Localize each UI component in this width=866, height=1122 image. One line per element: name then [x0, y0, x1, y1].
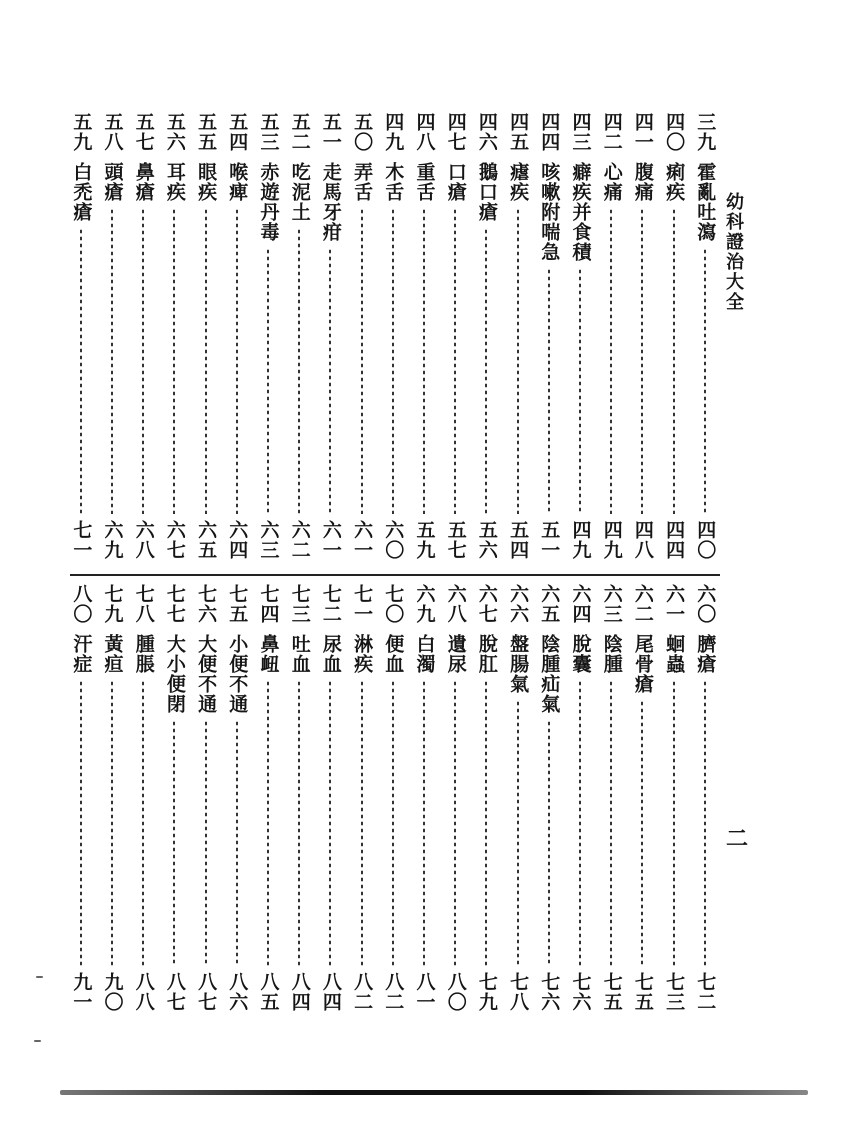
toc-entry-title: 重舌	[413, 162, 436, 202]
scan-speck	[36, 976, 43, 978]
toc-entry-number: 五五	[195, 112, 218, 152]
toc-entry	[190, 584, 222, 1012]
toc-entry-title: 遺尿	[444, 634, 467, 674]
toc-entry	[65, 112, 97, 560]
toc-entry-page: 六一	[319, 520, 342, 560]
toc-entry-page: 四九	[569, 520, 592, 560]
toc-entry-page: 八五	[257, 972, 280, 1012]
toc-entry-number: 四一	[631, 112, 654, 152]
dot-leader	[173, 208, 175, 514]
dot-leader	[142, 208, 144, 514]
toc-entry	[408, 584, 440, 1012]
toc-entry-page: 七六	[569, 972, 592, 1012]
toc-entry	[658, 584, 690, 1012]
toc-entry	[502, 112, 534, 560]
toc-entry	[221, 112, 253, 560]
toc-entry-page: 七三	[663, 972, 686, 1012]
toc-entry-title: 咳嗽附喘急	[538, 162, 561, 262]
toc-entry	[595, 112, 627, 560]
dot-leader	[361, 680, 363, 966]
dot-leader	[423, 680, 425, 966]
dot-leader	[205, 208, 207, 514]
dot-leader	[298, 228, 300, 514]
toc-entry	[595, 584, 627, 1012]
toc-entry	[221, 584, 253, 1012]
toc-entry-title: 小便不通	[226, 634, 249, 714]
toc-entry-title: 鵝口瘡	[475, 162, 498, 222]
toc-entry	[689, 584, 721, 1012]
toc-entry-title: 霍亂吐瀉	[694, 162, 717, 242]
dot-leader	[579, 680, 581, 966]
toc-entry-title: 白禿瘡	[70, 162, 93, 222]
toc-entry-title: 腹痛	[631, 162, 654, 202]
dot-leader	[361, 208, 363, 514]
toc-entry-title: 心痛	[600, 162, 623, 202]
dot-leader	[329, 248, 331, 514]
dot-leader	[704, 248, 706, 514]
toc-section-lower	[68, 584, 720, 1012]
toc-entry-number: 六六	[507, 584, 530, 624]
toc-entry-page: 七二	[694, 972, 717, 1012]
toc-entry-title: 尿血	[319, 634, 342, 674]
toc-entry-number: 五九	[70, 112, 93, 152]
page-number: 二	[726, 826, 749, 852]
toc-entry-title: 鼻衄	[257, 634, 280, 674]
toc-entry-title: 脫肛	[475, 634, 498, 674]
toc-entry-number: 四五	[507, 112, 530, 152]
dot-leader	[548, 720, 550, 966]
dot-leader	[80, 680, 82, 966]
dot-leader	[267, 680, 269, 966]
toc-entry-number: 七八	[132, 584, 155, 624]
toc-entry-title: 眼疾	[195, 162, 218, 202]
toc-entry	[314, 584, 346, 1012]
toc-entry-number: 七二	[319, 584, 342, 624]
toc-entry-title: 淋疾	[351, 634, 374, 674]
toc-entry-number: 四〇	[663, 112, 686, 152]
toc-entry-page: 八七	[195, 972, 218, 1012]
dot-leader	[80, 228, 82, 514]
toc-entry-number: 五三	[257, 112, 280, 152]
dot-leader	[641, 208, 643, 514]
toc-entry-page: 五四	[507, 520, 530, 560]
toc-entry	[439, 112, 471, 560]
toc-entry-title: 蛔蟲	[663, 634, 686, 674]
toc-entry-page: 八〇	[444, 972, 467, 1012]
toc-entry-page: 五七	[444, 520, 467, 560]
toc-section-upper	[68, 112, 720, 560]
toc-entry-number: 四七	[444, 112, 467, 152]
toc-entry	[190, 112, 222, 560]
running-head-book-title: 幼科證治大全	[723, 192, 744, 312]
toc-entry-number: 四九	[382, 112, 405, 152]
toc-entry-number: 六四	[569, 584, 592, 624]
toc-entry-page: 六一	[351, 520, 374, 560]
toc-entry-number: 七六	[195, 584, 218, 624]
toc-entry-title: 痢疾	[663, 162, 686, 202]
toc-entry-page: 四八	[631, 520, 654, 560]
toc-entry-page: 八一	[413, 972, 436, 1012]
toc-entry-number: 五〇	[351, 112, 374, 152]
toc-entry	[314, 112, 346, 560]
toc-entry-title: 喉痺	[226, 162, 249, 202]
toc-entry-page: 六三	[257, 520, 280, 560]
toc-entry-page: 六二	[288, 520, 311, 560]
toc-entry-title: 赤遊丹毒	[257, 162, 280, 242]
toc-entry	[502, 584, 534, 1012]
toc-entry-page: 八四	[319, 972, 342, 1012]
toc-entry-title: 吃泥土	[288, 162, 311, 222]
toc-entry	[65, 584, 97, 1012]
dot-leader	[641, 700, 643, 966]
toc-entry-title: 陰腫	[600, 634, 623, 674]
toc-entry-number: 七四	[257, 584, 280, 624]
toc-entry	[408, 112, 440, 560]
toc-entry	[377, 112, 409, 560]
toc-entry-page: 六五	[195, 520, 218, 560]
toc-entry-page: 四四	[663, 520, 686, 560]
toc-entry-page: 四〇	[694, 520, 717, 560]
dot-leader	[517, 700, 519, 966]
dot-leader	[111, 680, 113, 966]
toc-entry-number: 六〇	[694, 584, 717, 624]
toc-entry-title: 汗症	[70, 634, 93, 674]
toc-entry	[158, 112, 190, 560]
toc-entry	[96, 584, 128, 1012]
toc-entry-number: 六三	[600, 584, 623, 624]
toc-entry	[564, 584, 596, 1012]
bottom-rule	[60, 1090, 808, 1095]
toc-entry	[283, 584, 315, 1012]
toc-entry-page: 五九	[413, 520, 436, 560]
toc-entry-number: 四八	[413, 112, 436, 152]
dot-leader	[236, 208, 238, 514]
dot-leader	[111, 208, 113, 514]
toc-entry-number: 七一	[351, 584, 374, 624]
toc-entry-number: 四三	[569, 112, 592, 152]
dot-leader	[485, 680, 487, 966]
toc-entry-page: 四九	[600, 520, 623, 560]
dot-leader	[704, 680, 706, 966]
toc-entry-page: 九〇	[101, 972, 124, 1012]
toc-entry	[626, 112, 658, 560]
toc-entry-number: 五四	[226, 112, 249, 152]
toc-entry-title: 耳疾	[163, 162, 186, 202]
toc-entry-title: 吐血	[288, 634, 311, 674]
toc-entry-page: 六八	[132, 520, 155, 560]
toc-entry	[533, 112, 565, 560]
toc-entry-number: 七五	[226, 584, 249, 624]
dot-leader	[205, 720, 207, 966]
toc-entry-title: 大小便閉	[163, 634, 186, 714]
toc-entry-title: 木舌	[382, 162, 405, 202]
dot-leader	[454, 680, 456, 966]
toc-entry-page: 七一	[70, 520, 93, 560]
toc-entry-number: 五六	[163, 112, 186, 152]
dot-leader	[173, 720, 175, 966]
toc-entry	[533, 584, 565, 1012]
toc-entry-number: 四四	[538, 112, 561, 152]
toc-entry	[346, 584, 378, 1012]
toc-entry	[283, 112, 315, 560]
dot-leader	[423, 208, 425, 514]
toc-entry-number: 六五	[538, 584, 561, 624]
dot-leader	[142, 680, 144, 966]
toc-entry-number: 六九	[413, 584, 436, 624]
toc-entry-number: 七〇	[382, 584, 405, 624]
toc-entry-page: 七八	[507, 972, 530, 1012]
toc-entry-number: 五二	[288, 112, 311, 152]
toc-entry	[439, 584, 471, 1012]
toc-entry-page: 六七	[163, 520, 186, 560]
toc-entry-title: 便血	[382, 634, 405, 674]
section-divider	[70, 574, 720, 576]
toc-entry-page: 九一	[70, 972, 93, 1012]
toc-entry-page: 六四	[226, 520, 249, 560]
dot-leader	[673, 208, 675, 514]
toc-entry-title: 鼻瘡	[132, 162, 155, 202]
toc-entry-title: 瘧疾	[507, 162, 530, 202]
toc-entry-number: 五七	[132, 112, 155, 152]
dot-leader	[673, 680, 675, 966]
toc-entry-page: 六〇	[382, 520, 405, 560]
toc-entry-title: 脫囊	[569, 634, 592, 674]
toc-entry-page: 七六	[538, 972, 561, 1012]
dot-leader	[579, 268, 581, 514]
toc-entry-page: 五六	[475, 520, 498, 560]
toc-entry	[252, 112, 284, 560]
toc-entry-page: 六九	[101, 520, 124, 560]
dot-leader	[610, 208, 612, 514]
toc-entry	[564, 112, 596, 560]
toc-entry	[377, 584, 409, 1012]
toc-entry-title: 大便不通	[195, 634, 218, 714]
toc-entry-number: 五一	[319, 112, 342, 152]
toc-entry	[470, 112, 502, 560]
dot-leader	[517, 208, 519, 514]
dot-leader	[267, 248, 269, 514]
toc-entry-page: 八二	[351, 972, 374, 1012]
toc-entry-title: 尾骨瘡	[631, 634, 654, 694]
toc-entry-title: 白濁	[413, 634, 436, 674]
toc-entry-title: 走馬牙疳	[319, 162, 342, 242]
toc-entry-title: 黃疸	[101, 634, 124, 674]
toc-entry-number: 六七	[475, 584, 498, 624]
toc-entry-page: 八四	[288, 972, 311, 1012]
toc-entry-page: 五一	[538, 520, 561, 560]
toc-entry-title: 癖疾并食積	[569, 162, 592, 262]
toc-entry-number: 四二	[600, 112, 623, 152]
toc-entry-title: 盤腸氣	[507, 634, 530, 694]
toc-entry-number: 四六	[475, 112, 498, 152]
toc-entry-page: 七五	[600, 972, 623, 1012]
toc-entry	[658, 112, 690, 560]
toc-entry-number: 六二	[631, 584, 654, 624]
toc-entry	[96, 112, 128, 560]
toc-entry-page: 八二	[382, 972, 405, 1012]
toc-entry-page: 七五	[631, 972, 654, 1012]
toc-entry-title: 口瘡	[444, 162, 467, 202]
toc-entry-title: 臍瘡	[694, 634, 717, 674]
toc-entry-page: 八六	[226, 972, 249, 1012]
toc-entry	[689, 112, 721, 560]
toc-entry-number: 六一	[663, 584, 686, 624]
dot-leader	[392, 680, 394, 966]
toc-entry	[252, 584, 284, 1012]
toc-entry-number: 三九	[694, 112, 717, 152]
dot-leader	[236, 720, 238, 966]
toc-entry-title: 頭瘡	[101, 162, 124, 202]
toc-entry-title: 弄舌	[351, 162, 374, 202]
toc-entry	[158, 584, 190, 1012]
toc-entry	[470, 584, 502, 1012]
toc-entry-title: 陰腫疝氣	[538, 634, 561, 714]
toc-entry	[127, 112, 159, 560]
toc-entry-number: 八〇	[70, 584, 93, 624]
toc-entry-page: 七九	[475, 972, 498, 1012]
toc-entry-number: 七九	[101, 584, 124, 624]
dot-leader	[329, 680, 331, 966]
toc-entry-page: 八七	[163, 972, 186, 1012]
scan-speck	[34, 1040, 41, 1042]
toc-entry-page: 八八	[132, 972, 155, 1012]
dot-leader	[298, 680, 300, 966]
dot-leader	[610, 680, 612, 966]
dot-leader	[454, 208, 456, 514]
toc-entry-number: 六八	[444, 584, 467, 624]
toc-entry	[626, 584, 658, 1012]
toc-entry-number: 七七	[163, 584, 186, 624]
dot-leader	[392, 208, 394, 514]
toc-entry	[127, 584, 159, 1012]
dot-leader	[548, 268, 550, 514]
toc-entry-number: 五八	[101, 112, 124, 152]
toc-entry	[346, 112, 378, 560]
dot-leader	[485, 228, 487, 514]
toc-entry-number: 七三	[288, 584, 311, 624]
toc-entry-title: 腫脹	[132, 634, 155, 674]
